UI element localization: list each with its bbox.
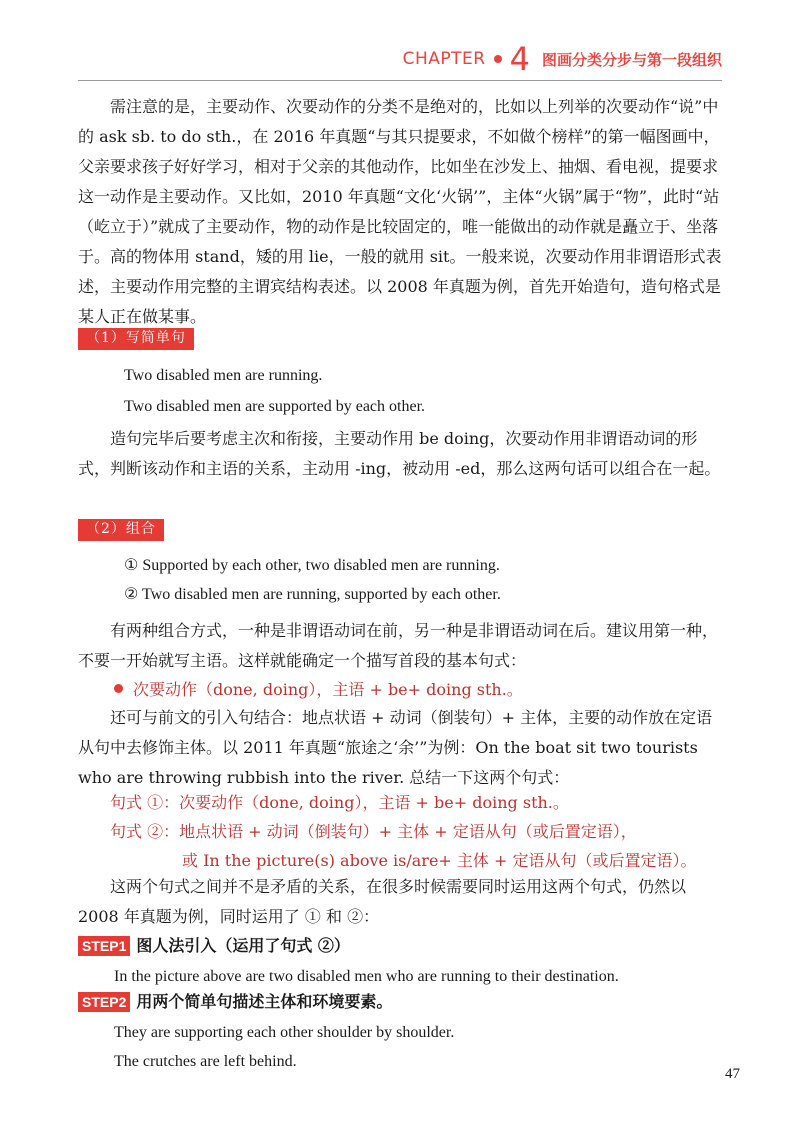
section-simple-sentences [78, 327, 722, 350]
paragraph-5 [78, 872, 722, 932]
combined-sentence: ① Supported by each other, two disabled men are running. [124, 557, 500, 574]
paragraph-3-text: 有两种组合方式，一种是非谓语动词在前，另一种是非谓语动词在后。建议用第一种，不要一开始就写主语。这样就能确定一个描写首段的基本句式： [78, 621, 719, 670]
page-number: 47 [725, 1066, 740, 1082]
example-sentence: Two disabled men are running. [124, 367, 323, 384]
step-2-sentence: They are supporting each other shoulder by shoulder. [114, 1024, 455, 1041]
pattern-list [78, 788, 722, 875]
pattern-1: 句式 ①：次要动作（done, doing），主语 + be+ doing sth.。 [110, 793, 569, 812]
section-combination [78, 518, 722, 541]
step-1-sentence: In the picture above are two disabled men who are running to their destination. [114, 968, 619, 985]
example-sentence: Two disabled men are supported by each other. [124, 398, 426, 415]
bullet-dot-icon [494, 55, 502, 63]
step-2-tag: STEP2 [78, 992, 130, 1012]
intro-paragraph: 需注意的是，主要动作、次要动作的分类不是绝对的，比如以上列举的次要动作“说”中的 ask sb. to do sth.，在 2016 年真题“与其只提要求，不如做个榜样”的第一幅图画中，父亲要求孩子好好学习，相对于父亲的其他动作，比如坐在沙发上、抽烟、看电视，提要求这一动作是主要动作。又比如，2010 年真题“文化‘火锅’”，主体“火锅”属于“物”，此时“站（屹立于）”就成了主要动作，物的动作是比较固定的，唯一能做出的动作就是矗立于、坐落于。高的物体用 stand，矮的用 lie，一般的就用 sit。一般来说，次要动作用非谓语形式表述，主要动作用完整的主谓宾结构表述。以 2008 年真题为例，首先开始造句，造句格式是某人正在做某事。 [78, 97, 722, 326]
intro-section [78, 92, 722, 332]
paragraph-3 [78, 616, 722, 676]
pattern-bullet-text: 次要动作（done, doing），主语 + be+ doing sth.。 [133, 680, 523, 699]
paragraph-2 [78, 424, 722, 484]
step-1-label: 图人法引入（运用了句式 ②） [136, 936, 350, 955]
header-divider [78, 80, 722, 81]
step-2 [78, 988, 722, 1075]
bullet-icon [114, 684, 123, 693]
paragraph-4-text: 还可与前文的引入句结合：地点状语 + 动词（倒装句）+ 主体，主要的动作放在定语从句中去修饰主体。以 2011 年真题“旅途之‘余’”为例：On the boat sit two tourists who are throwing rubbish into the river. 总结一下这两个句式： [78, 708, 713, 787]
pattern-bullet [78, 676, 722, 703]
step-1-tag: STEP1 [78, 936, 130, 956]
pattern-2-alt: 或 In the picture(s) above is/are+ 主体 + 定语从句（或后置定语）。 [182, 851, 697, 870]
section-tag-2: （2）组合 [78, 519, 164, 541]
simple-sentence-list [78, 362, 722, 420]
paragraph-5-text: 这两个句式之间并不是矛盾的关系，在很多时候需要同时运用这两个句式，仍然以 2008 年真题为例，同时运用了 ① 和 ②： [78, 877, 687, 926]
paragraph-4 [78, 703, 722, 793]
pattern-2: 句式 ②：地点状语 + 动词（倒装句）+ 主体 + 定语从句（或后置定语）， [110, 822, 637, 841]
section-tag-1: （1）写简单句 [78, 328, 194, 350]
paragraph-2-text: 造句完毕后要考虑主次和衔接，主要动作用 be doing，次要动作用非谓语动词的形式，判断该动作和主语的关系，主动用 -ing，被动用 -ed，那么这两句话可以组合在一起。 [78, 429, 721, 478]
step-2-label: 用两个简单句描述主体和环境要素。 [136, 992, 393, 1011]
combination-sentence-list [78, 552, 722, 608]
step-1 [78, 932, 722, 990]
chapter-title: 图画分类分步与第一段组织 [541, 50, 722, 69]
chapter-number: 4 [509, 40, 530, 78]
chapter-header [403, 40, 722, 78]
chapter-label: CHAPTER [402, 49, 486, 69]
combined-sentence: ② Two disabled men are running, supported by each other. [124, 586, 501, 603]
step-2-sentence: The crutches are left behind. [114, 1053, 297, 1070]
